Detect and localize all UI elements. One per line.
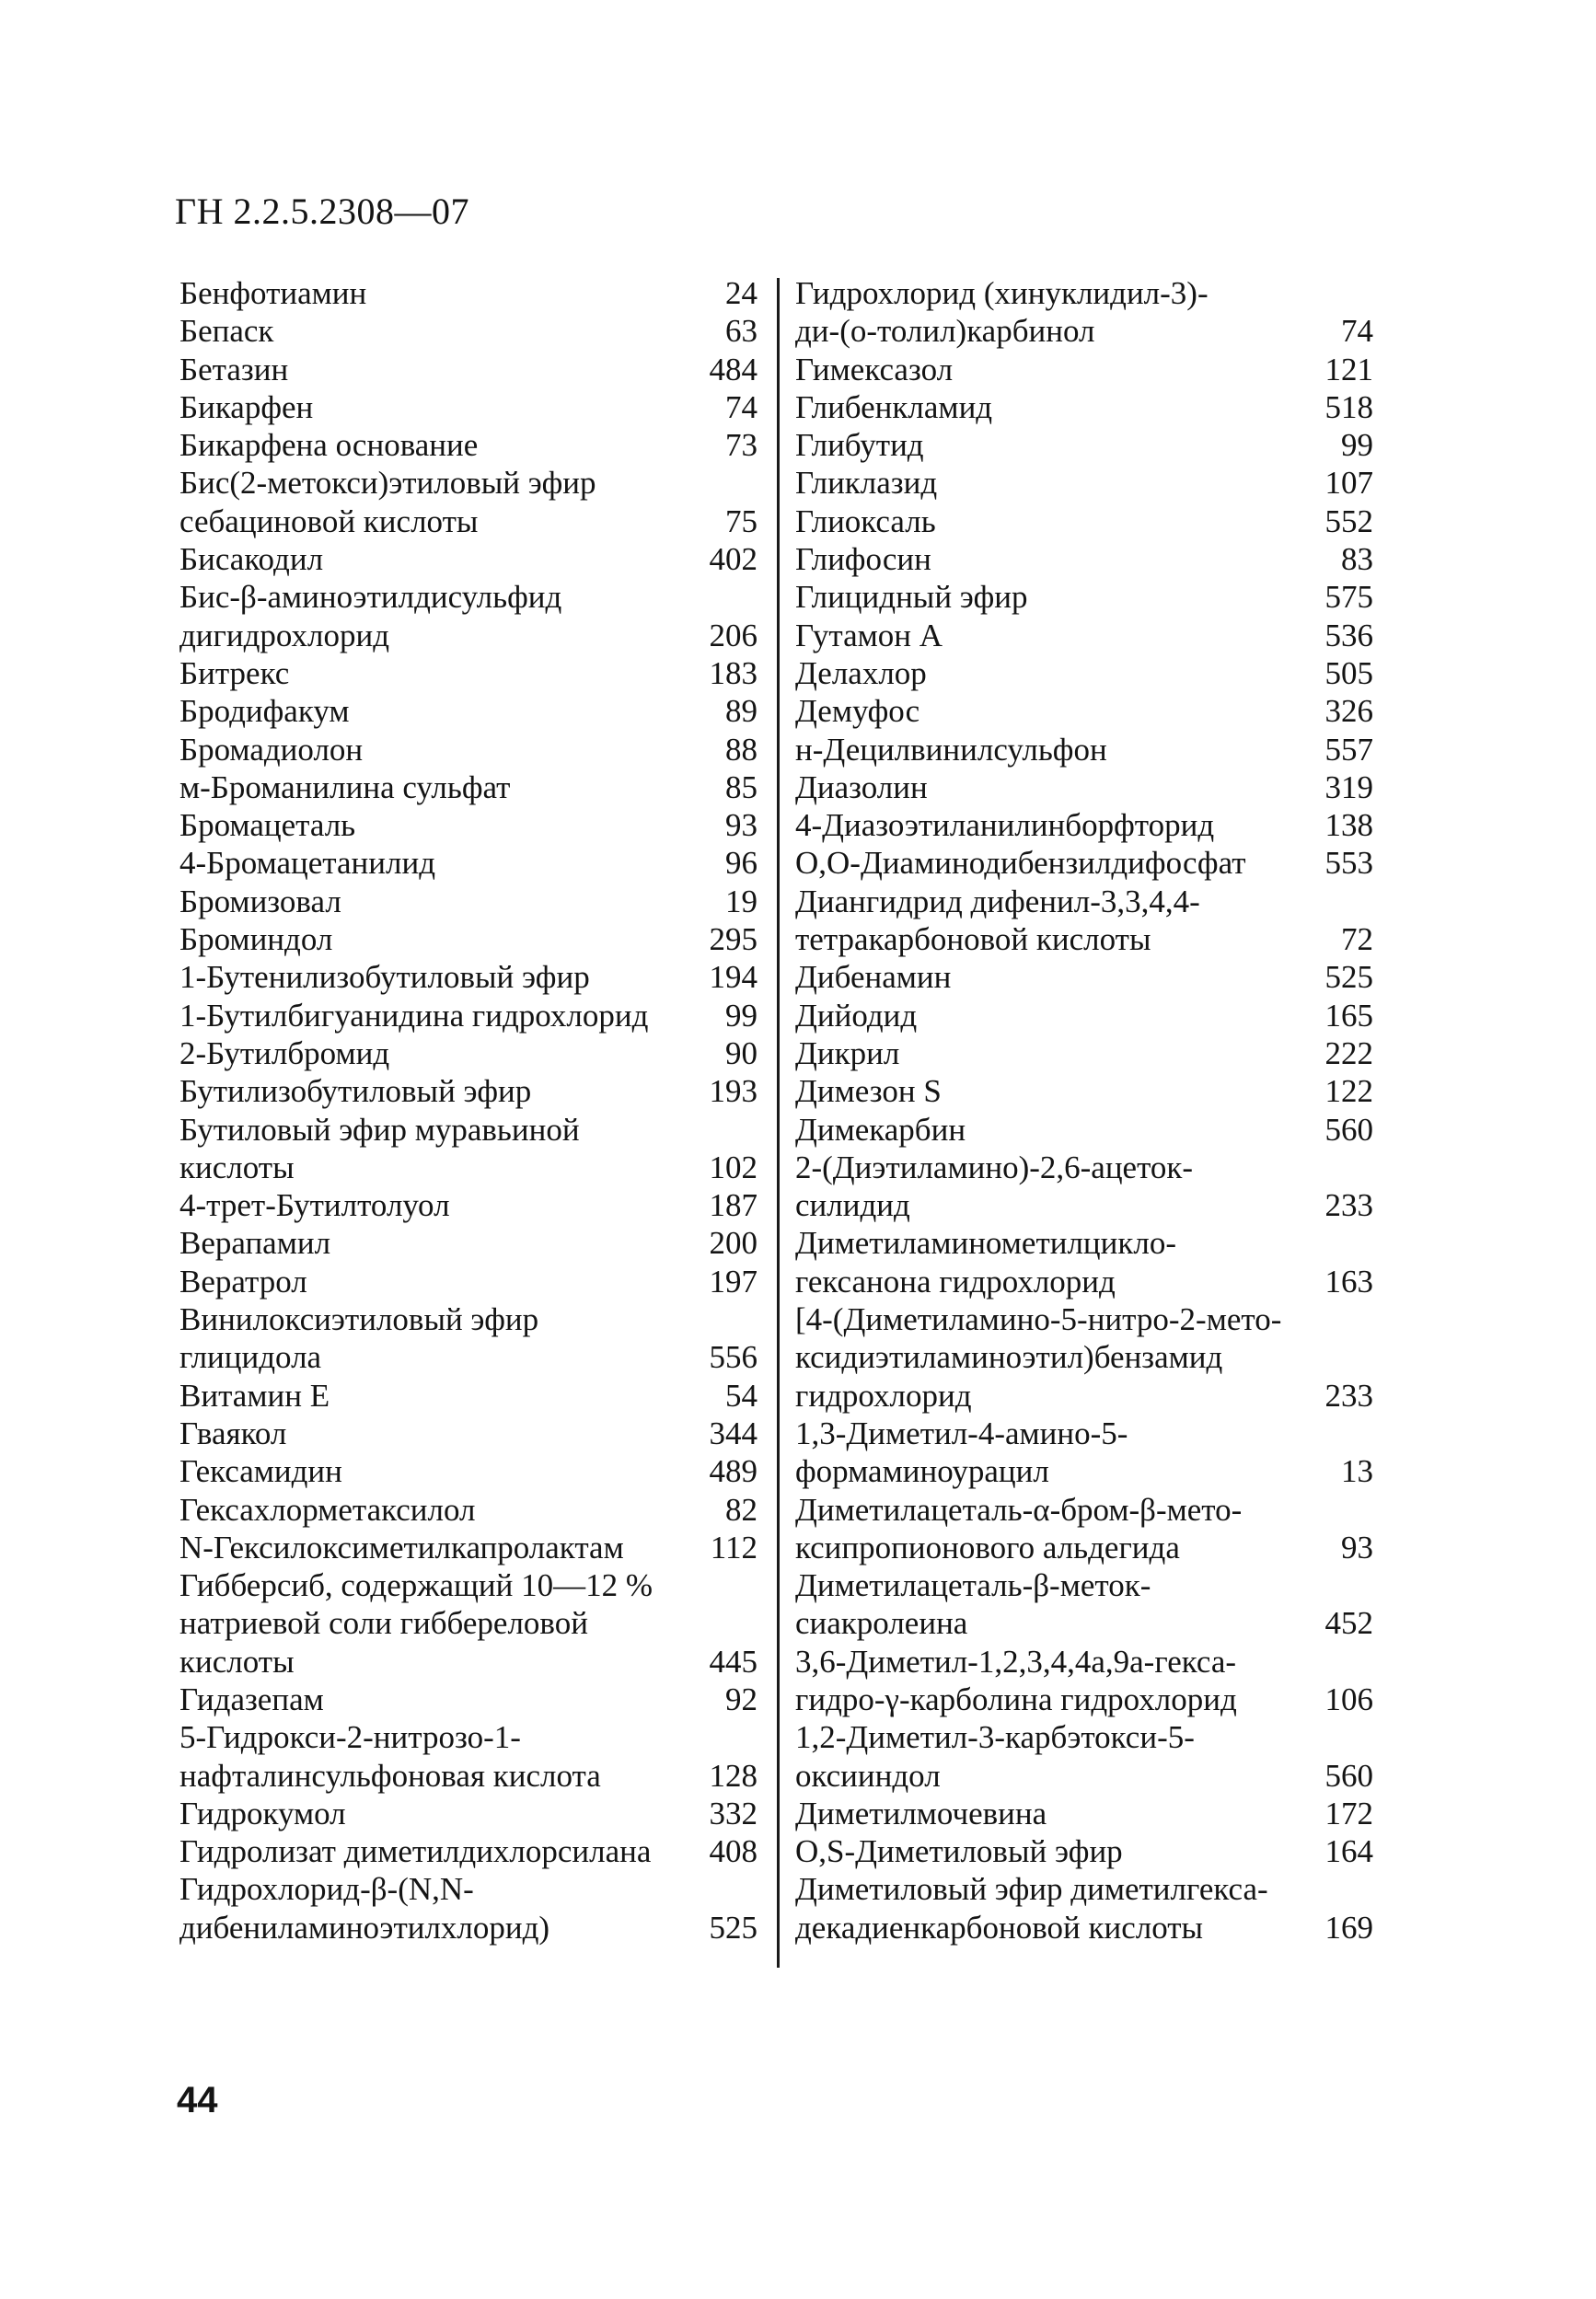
index-entry-name-line: Гидазепам xyxy=(179,1681,324,1717)
index-entry xyxy=(795,1870,1373,1947)
index-entry-name xyxy=(179,1224,702,1262)
index-entry-name-line: 3,6-Диметил-1,2,3,4,4а,9а-гекса- xyxy=(795,1643,1237,1680)
index-entry xyxy=(179,997,758,1034)
index-entry-page-ref: 164 xyxy=(1324,1833,1373,1870)
index-entry-page-ref: 89 xyxy=(725,693,758,730)
index-entry-page-ref: 402 xyxy=(709,541,758,578)
index-entry-name-line: [4-(Диметиламино-5-нитро-2-мето- xyxy=(795,1301,1282,1338)
index-entry-name-line: Броминдол xyxy=(179,921,333,958)
index-entry-name-line: Димекарбин xyxy=(795,1111,966,1148)
index-entry-name-line: Бис(2-метокси)этиловый эфир xyxy=(179,465,596,502)
index-entry-name-line: О,S-Диметиловый эфир xyxy=(795,1833,1123,1870)
index-entry-page-ref: 83 xyxy=(1341,541,1373,578)
index-entry-page-ref: 187 xyxy=(709,1187,758,1224)
index-entry xyxy=(179,1566,758,1681)
index-entry xyxy=(795,768,1373,806)
index-entry-name xyxy=(179,1415,702,1452)
index-entry xyxy=(795,806,1373,844)
index-entry-name xyxy=(795,1643,1318,1719)
index-entry xyxy=(795,351,1373,388)
index-entry-page-ref: 489 xyxy=(709,1453,758,1490)
index-entry-page-ref: 72 xyxy=(1341,921,1373,958)
index-entry-name xyxy=(179,274,718,312)
index-entry xyxy=(795,1072,1373,1110)
index-entry-name-line: тетракарбоновой кислоты xyxy=(795,921,1151,958)
index-entry xyxy=(795,1566,1373,1643)
index-entry-name-line: Диангидрид дифенил-3,3,4,4- xyxy=(795,883,1200,919)
index-entry-name-line: Бикарфена основание xyxy=(179,427,479,464)
index-entry xyxy=(795,388,1373,426)
index-entry-name xyxy=(795,654,1318,692)
index-entry-page-ref: 19 xyxy=(725,883,758,919)
index-entry-name xyxy=(179,426,718,464)
index-entry-name-line: н-Децилвинилсульфон xyxy=(795,731,1107,768)
index-entry-name xyxy=(179,1795,702,1832)
index-entry-name-line: Глифосин xyxy=(795,541,931,578)
index-column-right xyxy=(795,274,1373,1947)
index-entry-name-line: гидрохлорид xyxy=(795,1377,972,1414)
index-entry xyxy=(179,1718,758,1795)
index-entry-name xyxy=(179,958,702,996)
index-entry-name xyxy=(179,540,702,578)
index-entry-page-ref: 75 xyxy=(725,503,758,539)
index-entry xyxy=(179,1795,758,1832)
index-entry-name-line: Гибберсиб, содержащий 10—12 % xyxy=(179,1567,653,1604)
index-entry xyxy=(179,351,758,388)
index-entry-page-ref: 93 xyxy=(1341,1529,1373,1565)
index-entry-page-ref: 54 xyxy=(725,1377,758,1414)
index-entry-name xyxy=(179,1681,718,1718)
index-entry-name xyxy=(179,1072,702,1110)
index-entry-name-line: гидро-γ-карболина гидрохлорид xyxy=(795,1681,1237,1717)
index-entry-name-line: м-Броманилина сульфат xyxy=(179,768,511,805)
index-entry xyxy=(179,274,758,312)
index-entry-name xyxy=(179,578,702,654)
index-entry-name-line: Бромадиолон xyxy=(179,731,364,768)
index-entry xyxy=(795,1718,1373,1795)
index-entry-name xyxy=(795,1795,1318,1832)
index-entry xyxy=(179,312,758,350)
index-entry-name xyxy=(179,1491,718,1529)
index-entry-name-line: Витамин Е xyxy=(179,1377,330,1414)
index-entry-name xyxy=(179,806,718,844)
index-entry xyxy=(179,1452,758,1490)
index-entry-name-line: Диметилацеталь-α-бром-β-мето- xyxy=(795,1491,1243,1528)
index-entry-page-ref: 112 xyxy=(710,1529,758,1565)
index-entry-name xyxy=(179,1377,718,1415)
index-entry-name-line: Гимексазол xyxy=(795,351,954,387)
index-entry-page-ref: 169 xyxy=(1324,1909,1373,1946)
index-entry-page-ref: 560 xyxy=(1324,1757,1373,1794)
index-entry-name-line: 1-Бутилбигуанидина гидрохлорид xyxy=(179,997,649,1034)
index-entry-name-line: Гидрохлорид-β-(N,N- xyxy=(179,1871,474,1908)
index-entry-page-ref: 295 xyxy=(709,921,758,958)
index-entry-page-ref: 233 xyxy=(1324,1377,1373,1414)
index-entry xyxy=(179,540,758,578)
index-entry-page-ref: 206 xyxy=(709,617,758,653)
index-entry-name xyxy=(795,464,1318,502)
index-entry-page-ref: 536 xyxy=(1324,617,1373,653)
index-entry-name xyxy=(795,997,1318,1034)
index-entry-name-line: Винилоксиэтиловый эфир xyxy=(179,1301,539,1338)
index-entry xyxy=(795,844,1373,882)
index-entry-name-line: 1-Бутенилизобутиловый эфир xyxy=(179,959,590,996)
index-entry-name-line: глицидола xyxy=(179,1339,322,1376)
index-entry xyxy=(795,1034,1373,1072)
index-entry xyxy=(795,426,1373,464)
index-entry-name-line: Гексахлорметаксилол xyxy=(179,1491,476,1528)
index-entry-page-ref: 193 xyxy=(709,1073,758,1110)
index-entry xyxy=(795,883,1373,959)
index-entry-name-line: Демуфос xyxy=(795,693,920,730)
index-entry-name xyxy=(795,1072,1318,1110)
index-entry-page-ref: 557 xyxy=(1324,731,1373,768)
index-entry-name xyxy=(179,692,718,730)
index-entry-page-ref: 553 xyxy=(1324,845,1373,882)
index-entry-name xyxy=(179,1300,702,1377)
index-entry xyxy=(795,274,1373,351)
index-entry-name xyxy=(179,883,718,920)
index-entry xyxy=(795,1415,1373,1491)
index-entry-page-ref: 99 xyxy=(725,997,758,1034)
index-entry xyxy=(179,1415,758,1452)
index-entry-name xyxy=(179,1529,703,1566)
index-entry-name-line: Глиоксаль xyxy=(795,503,936,539)
index-entry-name xyxy=(795,1224,1318,1300)
index-entry xyxy=(795,1795,1373,1832)
index-entry xyxy=(179,920,758,958)
index-entry-page-ref: 222 xyxy=(1324,1034,1373,1071)
index-entry-page-ref: 13 xyxy=(1341,1453,1373,1490)
index-entry-page-ref: 90 xyxy=(725,1034,758,1071)
index-entry-name xyxy=(795,806,1318,844)
index-entry-page-ref: 452 xyxy=(1324,1605,1373,1642)
index-entry-name xyxy=(795,274,1334,351)
index-entry-name xyxy=(179,920,702,958)
index-entry-name xyxy=(179,1870,702,1947)
index-entry xyxy=(795,958,1373,996)
index-entry xyxy=(179,1263,758,1300)
index-entry-name xyxy=(179,654,702,692)
index-entry-name xyxy=(795,1034,1318,1072)
index-entry-page-ref: 85 xyxy=(725,768,758,805)
index-entry-page-ref: 74 xyxy=(1341,313,1373,350)
index-entry-name-line: Дибенамин xyxy=(795,959,952,996)
index-entry-name-line: Верапамил xyxy=(179,1225,331,1262)
index-entry-name xyxy=(795,351,1318,388)
index-entry xyxy=(795,731,1373,768)
index-entry-name-line: 5-Гидрокси-2-нитрозо-1- xyxy=(179,1719,521,1756)
index-entry-page-ref: 73 xyxy=(725,427,758,464)
index-entry xyxy=(795,997,1373,1034)
index-entry-page-ref: 165 xyxy=(1324,997,1373,1034)
index-entry xyxy=(795,1832,1373,1870)
index-entry-name-line: 2-Бутилбромид xyxy=(179,1034,390,1071)
index-entry-name xyxy=(179,1566,702,1681)
index-entry-name xyxy=(179,1718,702,1795)
index-entry xyxy=(179,1034,758,1072)
index-entry-page-ref: 445 xyxy=(709,1643,758,1680)
index-entry-name-line: Бенфотиамин xyxy=(179,275,367,311)
index-entry-page-ref: 560 xyxy=(1324,1111,1373,1148)
index-entry-page-ref: 128 xyxy=(709,1757,758,1794)
index-entry-page-ref: 408 xyxy=(709,1833,758,1870)
index-entry-name-line: оксииндол xyxy=(795,1757,941,1794)
index-entry-name-line: кислоты xyxy=(179,1149,295,1185)
index-entry xyxy=(179,578,758,654)
index-entry-name xyxy=(795,1491,1334,1567)
index-entry-name-line: натриевой соли гиббереловой xyxy=(179,1605,588,1642)
index-entry xyxy=(179,426,758,464)
index-entry-name-line: Дийодид xyxy=(795,997,918,1034)
index-entry-name xyxy=(795,1300,1318,1415)
index-entry-name-line: Бепаск xyxy=(179,313,274,350)
index-entry xyxy=(795,1111,1373,1149)
column-divider xyxy=(777,278,780,1968)
index-entry-name-line: 1,2-Диметил-3-карбэтокси-5- xyxy=(795,1719,1195,1756)
index-column-left xyxy=(179,274,758,1947)
index-entry-name-line: Дикрил xyxy=(795,1034,900,1071)
index-entry-name-line: ксидиэтиламиноэтил)бензамид xyxy=(795,1339,1223,1376)
index-entry-page-ref: 88 xyxy=(725,731,758,768)
index-entry-name xyxy=(795,617,1318,654)
index-entry-name xyxy=(795,1149,1318,1225)
index-entry-page-ref: 556 xyxy=(709,1339,758,1376)
index-entry xyxy=(179,844,758,882)
index-entry-name xyxy=(179,351,702,388)
index-entry-page-ref: 319 xyxy=(1324,768,1373,805)
index-entry-page-ref: 194 xyxy=(709,959,758,996)
index-entry xyxy=(795,1643,1373,1719)
index-entry-name-line: 4-Диазоэтиланилинборфторид xyxy=(795,807,1215,844)
index-entry-name-line: Глицидный эфир xyxy=(795,579,1028,616)
index-entry-name-line: Диметиловый эфир диметилгекса- xyxy=(795,1871,1268,1908)
index-entry-name-line: Гваякол xyxy=(179,1415,287,1451)
index-entry-name-line: Бисакодил xyxy=(179,541,324,578)
index-entry-page-ref: 525 xyxy=(1324,959,1373,996)
index-entry-page-ref: 121 xyxy=(1324,351,1373,387)
index-entry-name-line: дибениламиноэтилхлорид) xyxy=(179,1909,550,1946)
index-entry xyxy=(179,883,758,920)
index-entry xyxy=(179,1377,758,1415)
index-entry xyxy=(179,692,758,730)
index-entry-name-line: Глибенкламид xyxy=(795,388,993,425)
index-entry-page-ref: 24 xyxy=(725,275,758,311)
index-entry-name xyxy=(795,731,1318,768)
index-entry-name-line: 2-(Диэтиламино)-2,6-ацеток- xyxy=(795,1149,1194,1185)
index-entry xyxy=(179,1681,758,1718)
index-entry-page-ref: 102 xyxy=(709,1149,758,1185)
index-entry-name xyxy=(795,958,1318,996)
index-entry-name-line: Бетазин xyxy=(179,351,289,387)
index-entry-name-line: Делахлор xyxy=(795,654,927,691)
index-entry-name xyxy=(795,1870,1318,1947)
index-entry xyxy=(179,731,758,768)
index-entry-page-ref: 344 xyxy=(709,1415,758,1451)
index-entry xyxy=(179,1300,758,1377)
index-entry-page-ref: 332 xyxy=(709,1795,758,1831)
index-entry-page-ref: 172 xyxy=(1324,1795,1373,1831)
index-entry-page-ref: 106 xyxy=(1324,1681,1373,1717)
index-entry-name xyxy=(795,768,1318,806)
index-entry-name-line: Гликлазид xyxy=(795,465,938,502)
index-entry-name xyxy=(795,1832,1318,1870)
index-entry xyxy=(179,388,758,426)
index-entry-name-line: Гексамидин xyxy=(179,1453,342,1490)
index-entry-page-ref: 99 xyxy=(1341,427,1373,464)
index-entry xyxy=(795,578,1373,616)
index-entry-name-line: 4-трет-Бутилтолуол xyxy=(179,1187,450,1224)
index-entry-page-ref: 326 xyxy=(1324,693,1373,730)
index-entry-page-ref: 74 xyxy=(725,388,758,425)
index-entry xyxy=(795,464,1373,502)
index-entry-name-line: Бромизовал xyxy=(179,883,341,919)
index-entry-name xyxy=(795,388,1318,426)
index-entry-name-line: Битрекс xyxy=(179,654,290,691)
page-number: 44 xyxy=(177,2080,218,2120)
index-entry-page-ref: 163 xyxy=(1324,1263,1373,1300)
index-entry-name-line: Гутамон А xyxy=(795,617,943,653)
index-entry-name-line: О,О-Диаминодибензилдифосфат xyxy=(795,845,1246,882)
index-entry xyxy=(179,806,758,844)
index-entry-name-line: Диметиламинометилцикло- xyxy=(795,1225,1177,1262)
index-entry xyxy=(179,464,758,540)
index-entry-name-line: силидид xyxy=(795,1187,910,1224)
index-entry-page-ref: 233 xyxy=(1324,1187,1373,1224)
index-entry-name xyxy=(795,844,1318,882)
index-entry-name-line: сиакролеина xyxy=(795,1605,968,1642)
index-entry-name-line: Бутилизобутиловый эфир xyxy=(179,1073,532,1110)
index-entry-page-ref: 107 xyxy=(1324,465,1373,502)
index-entry xyxy=(179,1072,758,1110)
index-entry-name-line: гексанона гидрохлорид xyxy=(795,1263,1116,1300)
index-entry-name xyxy=(179,997,718,1034)
index-entry-name-line: Бикарфен xyxy=(179,388,314,425)
index-entry-name xyxy=(179,844,718,882)
index-entry-name-line: декадиенкарбоновой кислоты xyxy=(795,1909,1204,1946)
index-entry-page-ref: 552 xyxy=(1324,503,1373,539)
index-entry-name xyxy=(795,540,1334,578)
index-entry-page-ref: 138 xyxy=(1324,807,1373,844)
index-entry-page-ref: 82 xyxy=(725,1491,758,1528)
index-entry-page-ref: 518 xyxy=(1324,388,1373,425)
index-entry-page-ref: 122 xyxy=(1324,1073,1373,1110)
index-entry-page-ref: 93 xyxy=(725,807,758,844)
index-entry-name xyxy=(179,768,718,806)
index-entry-name-line: Бромацеталь xyxy=(179,807,356,844)
index-entry-name-line: 4-Бромацетанилид xyxy=(179,845,436,882)
index-entry-name xyxy=(179,1111,702,1187)
index-entry-name xyxy=(179,1034,718,1072)
index-entry-name xyxy=(179,1452,702,1490)
index-entry-name-line: нафталинсульфоновая кислота xyxy=(179,1757,601,1794)
index-entry-name xyxy=(179,731,718,768)
index-entry xyxy=(795,1149,1373,1225)
index-entry-page-ref: 92 xyxy=(725,1681,758,1717)
index-entry-page-ref: 575 xyxy=(1324,579,1373,616)
index-entry-page-ref: 96 xyxy=(725,845,758,882)
index-entry-name-line: Диазолин xyxy=(795,768,928,805)
index-entry-name xyxy=(795,1566,1318,1643)
index-entry-name xyxy=(795,883,1334,959)
index-entry-page-ref: 63 xyxy=(725,313,758,350)
index-entry-name-line: N-Гексилоксиметилкапролактам xyxy=(179,1529,624,1565)
index-entry-name xyxy=(795,692,1318,730)
index-entry-name xyxy=(795,1111,1318,1149)
index-entry-name-line: Бродифакум xyxy=(179,693,350,730)
index-entry xyxy=(795,1491,1373,1567)
index-entry-name-line: Глибутид xyxy=(795,427,924,464)
index-entry-name-line: кислоты xyxy=(179,1643,295,1680)
index-entry xyxy=(179,1224,758,1262)
document-code-header: ГН 2.2.5.2308—07 xyxy=(175,191,470,232)
index-entry-name-line: 1,3-Диметил-4-амино-5- xyxy=(795,1415,1128,1451)
index-entry xyxy=(179,1186,758,1224)
index-entry-page-ref: 484 xyxy=(709,351,758,387)
index-entry-name xyxy=(795,578,1318,616)
index-entry-name-line: Бутиловый эфир муравьиной xyxy=(179,1111,580,1148)
index-entry-name-line: себациновой кислоты xyxy=(179,503,479,539)
index-entry-name-line: Гидрохлорид (хинуклидил-3)- xyxy=(795,275,1209,311)
index-entry-name xyxy=(179,388,718,426)
index-entry-name xyxy=(179,1186,702,1224)
index-entry xyxy=(795,692,1373,730)
index-entry-name-line: Гидролизат диметилдихлорсилана xyxy=(179,1833,652,1870)
index-entry-name xyxy=(179,1263,702,1300)
index-entry-name-line: Гидрокумол xyxy=(179,1795,346,1831)
index-entry-name xyxy=(179,312,718,350)
index-entry xyxy=(179,1870,758,1947)
index-entry xyxy=(179,1529,758,1566)
index-entry-name xyxy=(795,1718,1318,1795)
index-entry xyxy=(179,1832,758,1870)
index-entry xyxy=(179,768,758,806)
index-entry-name-line: ксипропионового альдегида xyxy=(795,1529,1180,1565)
index-entry-page-ref: 525 xyxy=(709,1909,758,1946)
index-entry-page-ref: 200 xyxy=(709,1225,758,1262)
index-entry-page-ref: 505 xyxy=(1324,654,1373,691)
index-entry xyxy=(795,1224,1373,1300)
index-entry xyxy=(795,654,1373,692)
index-entry-name-line: ди-(о-толил)карбинол xyxy=(795,313,1095,350)
index-entry-name xyxy=(795,503,1318,540)
index-entry-name-line: Вератрол xyxy=(179,1263,307,1300)
index-entry-name-line: Диметилацеталь-β-меток- xyxy=(795,1567,1151,1604)
index-entry xyxy=(795,1300,1373,1415)
index-entry-name-line: Димезон S xyxy=(795,1073,942,1110)
index-entry xyxy=(179,1491,758,1529)
index-entry-name xyxy=(795,1415,1334,1491)
index-entry-name-line: формаминоурацил xyxy=(795,1453,1049,1490)
index-entry-name xyxy=(179,464,718,540)
index-entry-page-ref: 197 xyxy=(709,1263,758,1300)
index-entry-name-line: Бис-β-аминоэтилдисульфид xyxy=(179,579,562,616)
index-entry-name xyxy=(179,1832,702,1870)
index-entry-name xyxy=(795,426,1334,464)
index-entry xyxy=(179,654,758,692)
index-entry xyxy=(179,958,758,996)
index-entry-name-line: дигидрохлорид xyxy=(179,617,390,653)
index-entry xyxy=(795,503,1373,540)
index-entry xyxy=(795,617,1373,654)
index-entry xyxy=(795,540,1373,578)
index-entry-page-ref: 183 xyxy=(709,654,758,691)
index-entry-name-line: Диметилмочевина xyxy=(795,1795,1047,1831)
index-entry xyxy=(179,1111,758,1187)
